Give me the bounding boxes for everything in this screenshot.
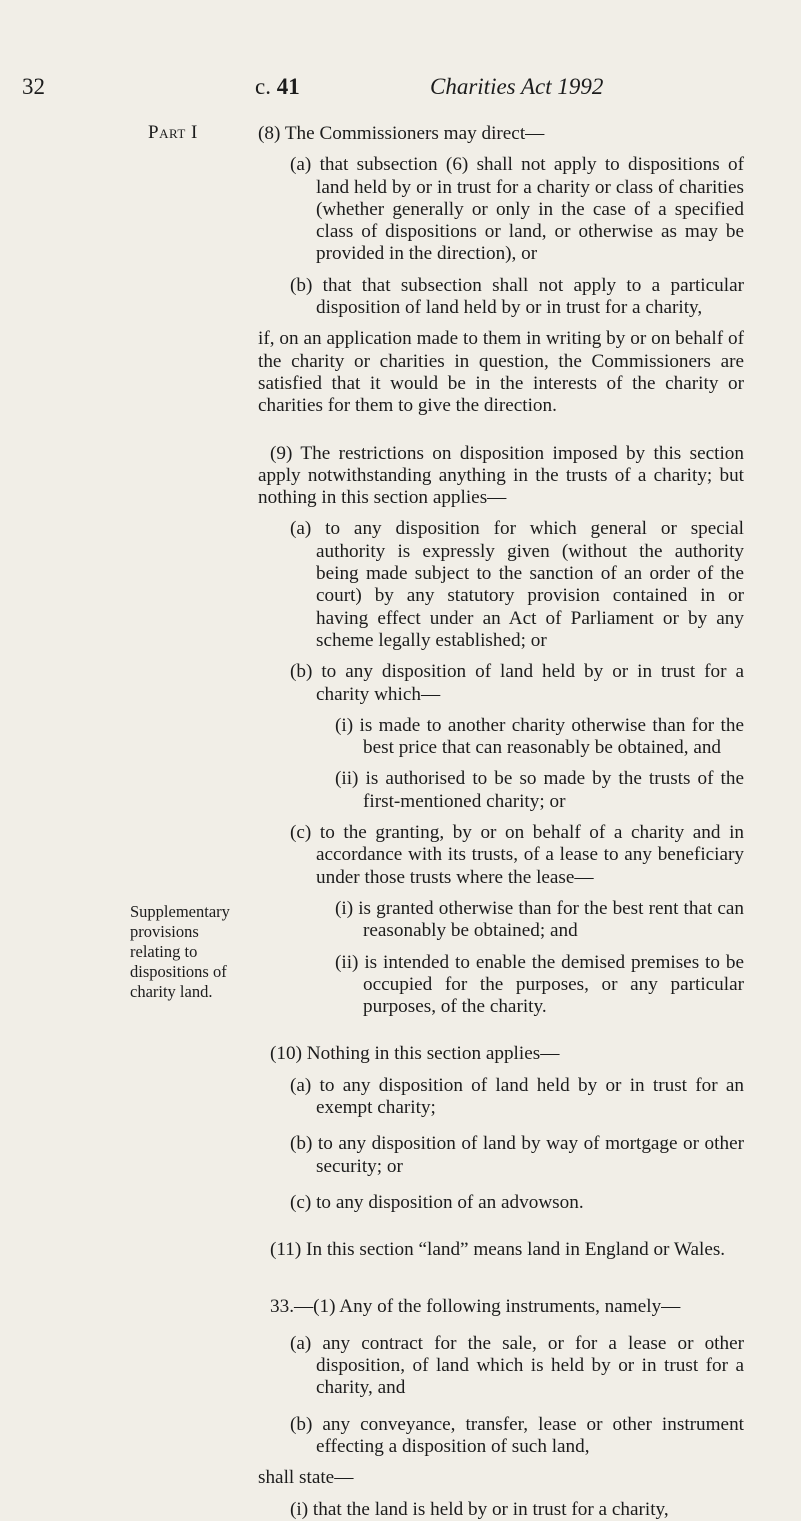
subsection-9-b-i: (i) is made to another charity otherwise than for the best price that can reasonably be obtained, and bbox=[335, 714, 744, 759]
section-33-tail: shall state— bbox=[258, 1467, 354, 1489]
subsection-9-c: (c) to the granting, by or on behalf of a charity and in accordance with its trusts, of a lease to any beneficiary under those trusts where the lease— bbox=[290, 822, 744, 888]
subsection-10-c: (c) to any disposition of an advowson. bbox=[290, 1191, 584, 1213]
chapter-reference bbox=[255, 74, 300, 100]
statute-text bbox=[258, 123, 744, 1521]
margin-note-line: provisions bbox=[130, 922, 199, 941]
subsection-8-intro: (8) The Commissioners may direct— bbox=[258, 123, 545, 144]
margin-note-line: relating to bbox=[130, 942, 198, 961]
margin-note bbox=[130, 902, 255, 1002]
subsection-9-intro: (9) The restrictions on disposition imposed by this section apply notwithstanding anything in the trusts of a charity; but nothing in this section applies— bbox=[258, 442, 744, 509]
page-number: 32 bbox=[22, 74, 45, 99]
section-33-a: (a) any contract for the sale, or for a lease or other disposition, of land which is held by or in trust for a charity, and bbox=[290, 1332, 744, 1399]
subsection-11: (11) In this section “land” means land in England or Wales. bbox=[270, 1239, 726, 1261]
subsection-9-c-ii: (ii) is intended to enable the demised premises to be occupied for the purposes, or any particular purposes, of the charity. bbox=[335, 951, 744, 1018]
section-33-i: (i) that the land is held by or in trust for a charity, bbox=[290, 1498, 669, 1520]
chapter-number: 41 bbox=[276, 74, 300, 99]
section-33-b: (b) any conveyance, transfer, lease or other instrument effecting a disposition of such land, bbox=[290, 1413, 744, 1457]
part-label: Part I bbox=[148, 122, 198, 143]
subsection-9-a: (a) to any disposition for which general or special authority is expressly given (without the authority being made subject to the sanction of an order of the court) by any statutory provision contained in or having effect under an Act of Parliament or by any scheme legally established; or bbox=[290, 518, 744, 651]
margin-note-line: charity land. bbox=[130, 982, 213, 1001]
margin-note-line: Supplementary bbox=[130, 902, 230, 921]
subsection-8-a: (a) that subsection (6) shall not apply to dispositions of land held by or in trust for a charity or class of charities (whether generally or only in the case of a specified class of dispositions or land, or otherwise as may be provided in the direction), or bbox=[290, 154, 744, 265]
subsection-8-b: (b) that that subsection shall not apply to a particular disposition of land held by or in trust for a charity, bbox=[290, 274, 744, 319]
subsection-9-b-ii: (ii) is authorised to be so made by the trusts of the first-mentioned charity; or bbox=[335, 768, 744, 812]
subsection-10-b: (b) to any disposition of land by way of mortgage or other security; or bbox=[290, 1133, 744, 1177]
subsection-8-tail: if, on an application made to them in writing by or on behalf of the charity or charities in question, the Commissioners are satisfied that it would be in the interests of the charity or charities for them to give the direction. bbox=[258, 328, 744, 417]
subsection-10-a: (a) to any disposition of land held by or in trust for an exempt charity; bbox=[290, 1074, 744, 1118]
act-title: Charities Act 1992 bbox=[430, 74, 604, 99]
subsection-9-b: (b) to any disposition of land held by or in trust for a charity which— bbox=[290, 661, 744, 705]
chapter-prefix: c. bbox=[255, 74, 271, 99]
subsection-9-c-i: (i) is granted otherwise than for the best rent that can reasonably be obtained; and bbox=[335, 897, 744, 942]
section-33-intro: 33.—(1) Any of the following instruments, namely— bbox=[270, 1296, 681, 1318]
margin-note-line: dispositions of bbox=[130, 962, 227, 981]
subsection-10-intro: (10) Nothing in this section applies— bbox=[270, 1043, 560, 1065]
